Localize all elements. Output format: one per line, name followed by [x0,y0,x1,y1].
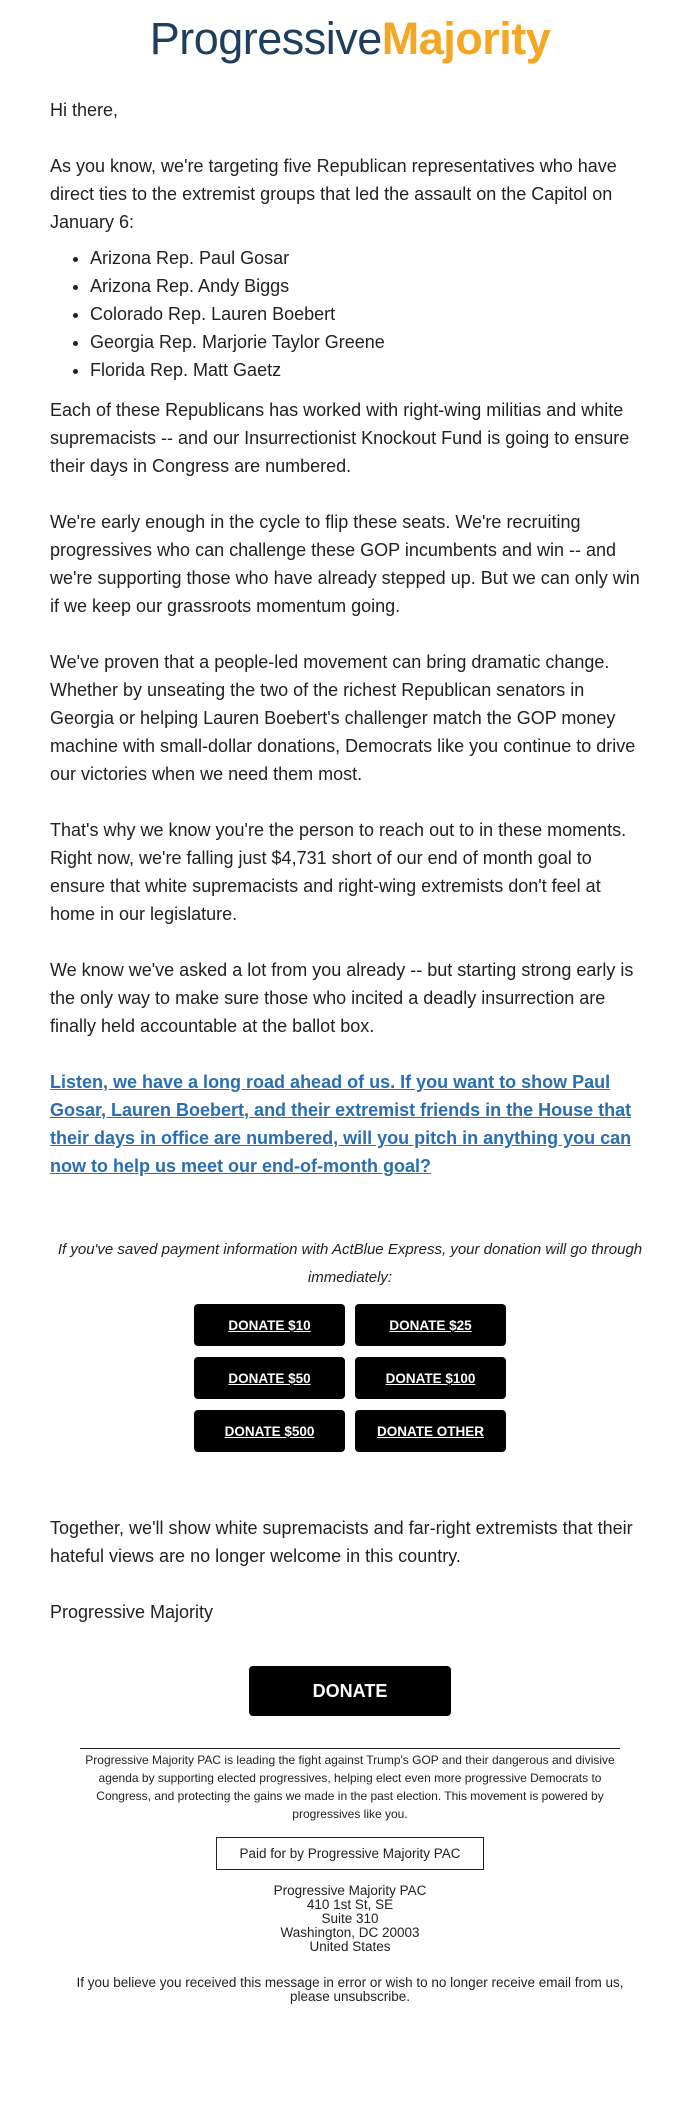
closing-paragraph: Together, we'll show white supremacists and far-right extremists that their hateful views are no longer welcome in this country. [50,1518,633,1566]
big-donate-wrap [0,1666,700,1716]
donation-cta-link[interactable]: Listen, we have a long road ahead of us. If you want to show Paul Gosar, Lauren Boebert, and their extremist friends in the House that their days in office are numbered, will you pitch in anything you can now to help us meet our end-of-month goal? [50,1072,632,1176]
email-body [0,96,700,1180]
footer-divider [80,1748,620,1749]
donate-100-button[interactable]: DONATE $100 [355,1357,506,1399]
greeting: Hi there, [50,100,119,120]
closing-section [0,1514,700,1626]
body-paragraph: That's why we know you're the person to reach out to in these moments. Right now, we're falling just $4,731 short of our end of month goal to ensure that white supremacists and right-wing extremists don't feel at home in our legislature. [50,820,627,924]
address-line: 410 1st St, SE [306,1897,394,1912]
list-item: • Colorado Rep. Lauren Boebert [90,300,650,328]
donate-button[interactable]: DONATE [249,1666,451,1716]
email-footer [0,1748,700,2004]
donate-10-button[interactable]: DONATE $10 [194,1304,345,1346]
address-line: Washington, DC 20003 [280,1925,420,1940]
intro-paragraph: As you know, we're targeting five Republican representatives who have direct ties to the extremist groups that led the assault on the Capitol on January 6: [50,156,617,232]
address-line: Progressive Majority PAC [273,1883,427,1898]
actblue-express-note: If you've saved payment information with ActBlue Express, your donation will go through immediately: [57,1241,643,1286]
body-paragraph: We've proven that a people-led movement can bring dramatic change. Whether by unseating the two of the richest Republican senators in Georgia or helping Lauren Boebert's challenger match the GOP money machine with small-dollar donations, Democrats like you continue to drive our victories when we need them most. [50,652,636,784]
body-paragraph: We know we've asked a lot from you already -- but starting strong early is the only way to make sure those who incited a deadly insurrection are finally held accountable at the ballot box. [50,960,634,1036]
representatives-list [50,244,650,384]
donate-button-grid [0,1304,700,1452]
donate-50-button[interactable]: DONATE $50 [194,1357,345,1399]
body-paragraph: Each of these Republicans has worked with right-wing militias and white supremacists -- and our Insurrectionist Knockout Fund is going to ensure their days in Congress are numbered. [50,400,630,476]
mailing-address [0,1884,700,1954]
footer-description: Progressive Majority PAC is leading the fight against Trump's GOP and their dangerous and divisive agenda by supporting elected progressives, helping elect even more progressive Democrats to Congress, and protecting the gains we made in the past election. This movement is powered by progressives like you. [85,1753,615,1821]
paid-for-disclaimer: Paid for by Progressive Majority PAC [216,1837,483,1870]
donate-other-button[interactable]: DONATE OTHER [355,1410,506,1452]
list-item: • Arizona Rep. Andy Biggs [90,272,650,300]
address-line: United States [309,1939,391,1954]
logo-word-majority: Majority [381,13,551,64]
list-item: • Georgia Rep. Marjorie Taylor Greene [90,328,650,356]
body-paragraph: We're early enough in the cycle to flip these seats. We're recruiting progressives who can challenge these GOP incumbents and win -- and we're supporting those who have already stepped up. But we can only win if we keep our grassroots momentum going. [50,512,640,616]
progressive-majority-logo[interactable] [0,12,700,66]
list-item: • Florida Rep. Matt Gaetz [90,356,650,384]
list-item: • Arizona Rep. Paul Gosar [90,244,650,272]
unsubscribe-notice[interactable]: If you believe you received this message in error or wish to no longer receive email from us, please unsubscribe. [76,1975,624,2004]
signature: Progressive Majority [50,1602,214,1622]
logo-word-progressive: Progressive [149,13,382,64]
donate-500-button[interactable]: DONATE $500 [194,1410,345,1452]
email-header [0,0,700,86]
address-line: Suite 310 [321,1911,379,1926]
donate-25-button[interactable]: DONATE $25 [355,1304,506,1346]
